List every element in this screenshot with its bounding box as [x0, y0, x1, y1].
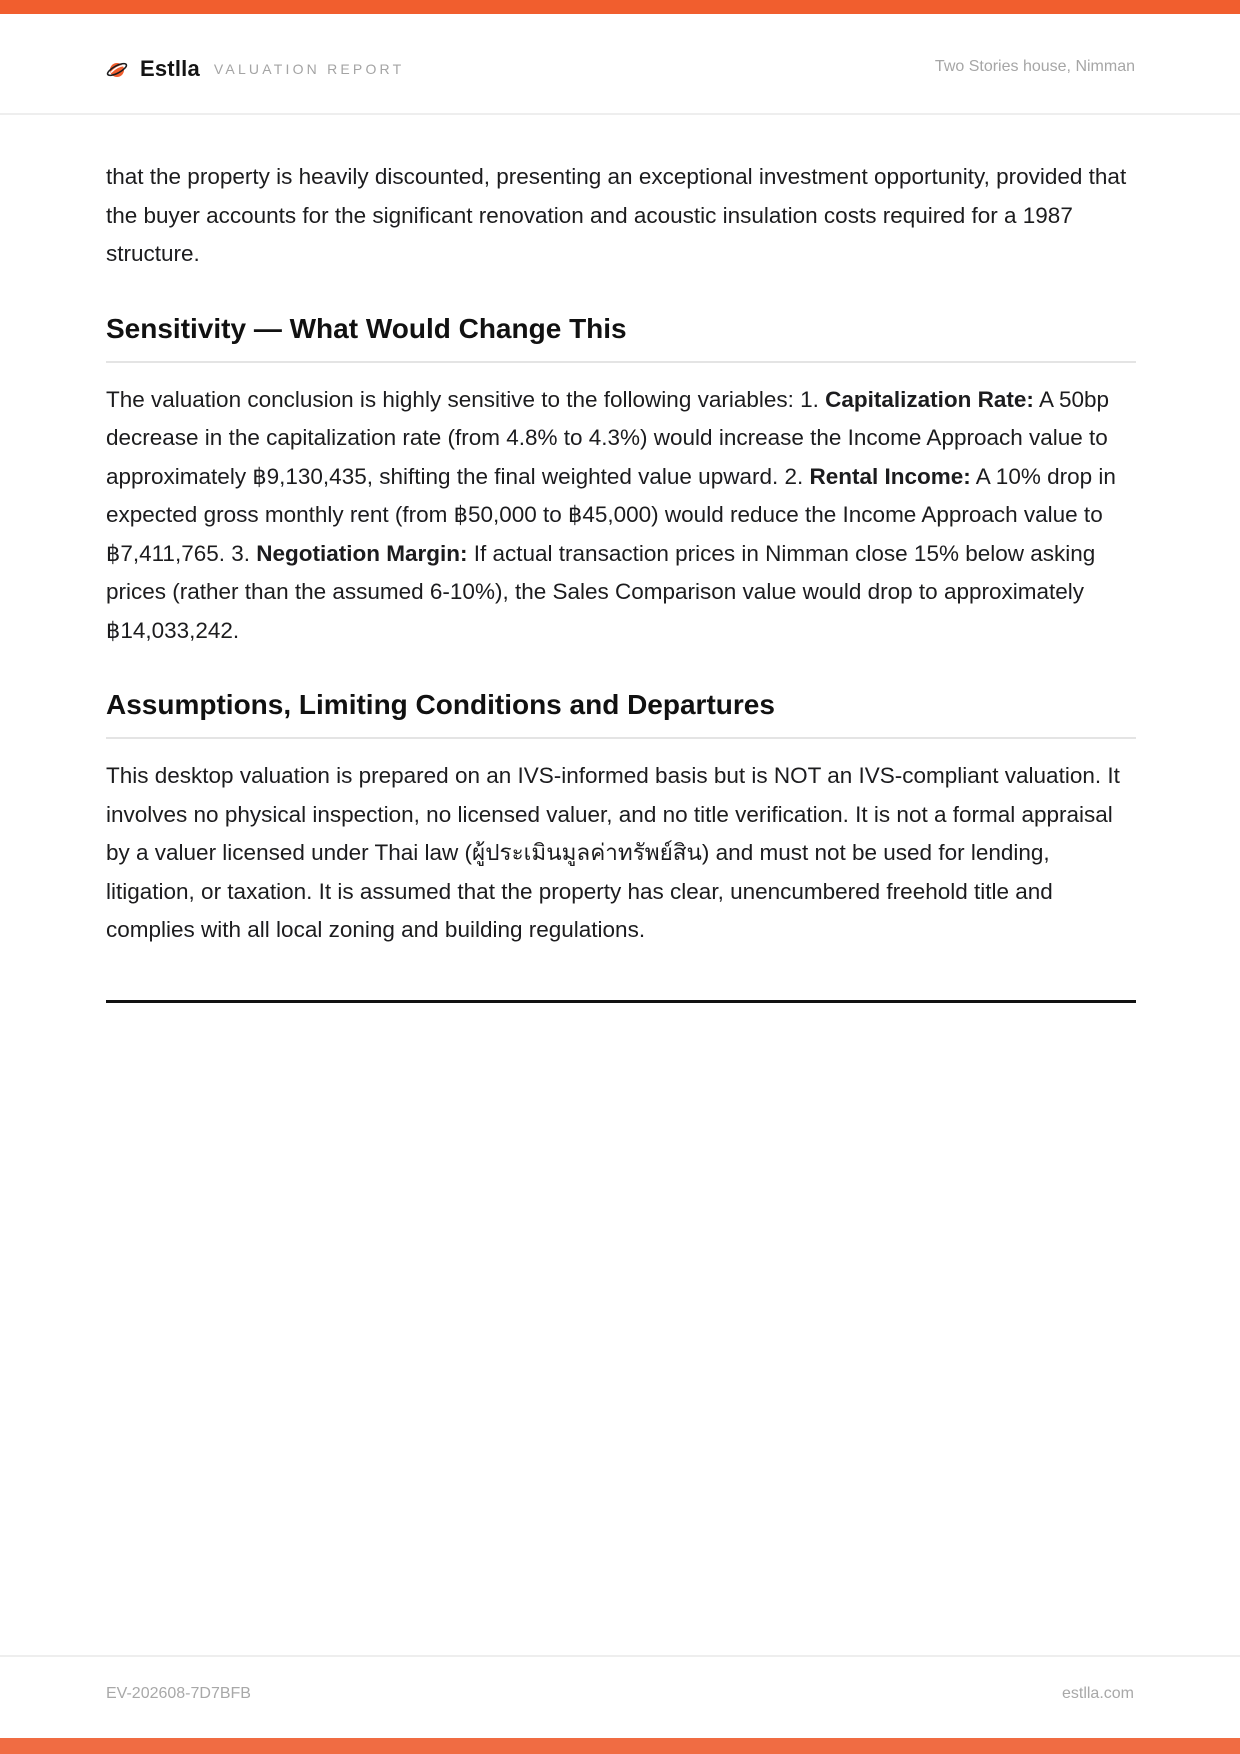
report-type-label: VALUATION REPORT	[213, 61, 405, 77]
negotiation-margin-text: If actual transaction prices in Nimman close 15% below asking prices (rather than the assumed 6-10%), the Sales Comparison value would drop to approximately ฿14,033,242.	[106, 540, 1096, 643]
report-footer	[0, 1655, 1240, 1738]
report-id: EV-202608-7D7BFB	[106, 1685, 251, 1702]
brand	[106, 54, 404, 84]
estlla-logo-icon	[106, 58, 128, 80]
website-text: estlla.com	[1061, 1685, 1134, 1702]
sensitivity-paragraph	[106, 381, 1136, 651]
brand-name: Estlla	[140, 56, 200, 81]
report-body	[106, 158, 1136, 1003]
assumptions-paragraph: This desktop valuation is prepared on an IVS-informed basis but is NOT an IVS-compliant valuation. It involves no physical inspection, no licensed valuer, and no title verification. It is not a formal appraisal by a valuer licensed under Thai law (ผู้ประเมินมูลค่าทรัพย์สิน) and must not be used for lending, litigation, or taxation. It is assumed that the property has clear, unencumbered freehold title and complies with all local zoning and building regulations.	[106, 763, 1120, 942]
bottom-accent-bar	[0, 1738, 1240, 1754]
property-name: Two Stories house, Nimman	[934, 58, 1135, 75]
rental-income-text: A 10% drop in expected gross monthly rent (from ฿50,000 to ฿45,000) would reduce the Income Approach value to ฿7,411,765. 3.	[106, 463, 1116, 566]
continued-paragraph: that the property is heavily discounted, presenting an exceptional investment opportunity, provided that the buyer accounts for the significant renovation and acoustic insulation costs required for a 1987 structure.	[106, 164, 1127, 266]
negotiation-margin-label: Negotiation Margin:	[256, 540, 468, 566]
report-header	[0, 14, 1240, 115]
cap-rate-label: Capitalization Rate:	[825, 386, 1034, 412]
assumptions-heading: Assumptions, Limiting Conditions and Departures	[106, 687, 1136, 739]
rental-income-label: Rental Income:	[809, 463, 971, 489]
cap-rate-text: A 50bp decrease in the capitalization rate (from 4.8% to 4.3%) would increase the Income Approach value to approximately ฿9,130,435, shifting the final weighted value upward. 2.	[106, 386, 1110, 489]
top-accent-bar	[0, 0, 1240, 14]
sensitivity-intro: The valuation conclusion is highly sensitive to the following variables: 1.	[106, 386, 826, 412]
sensitivity-heading: Sensitivity — What Would Change This	[106, 311, 1136, 363]
section-end-divider	[106, 1000, 1136, 1003]
